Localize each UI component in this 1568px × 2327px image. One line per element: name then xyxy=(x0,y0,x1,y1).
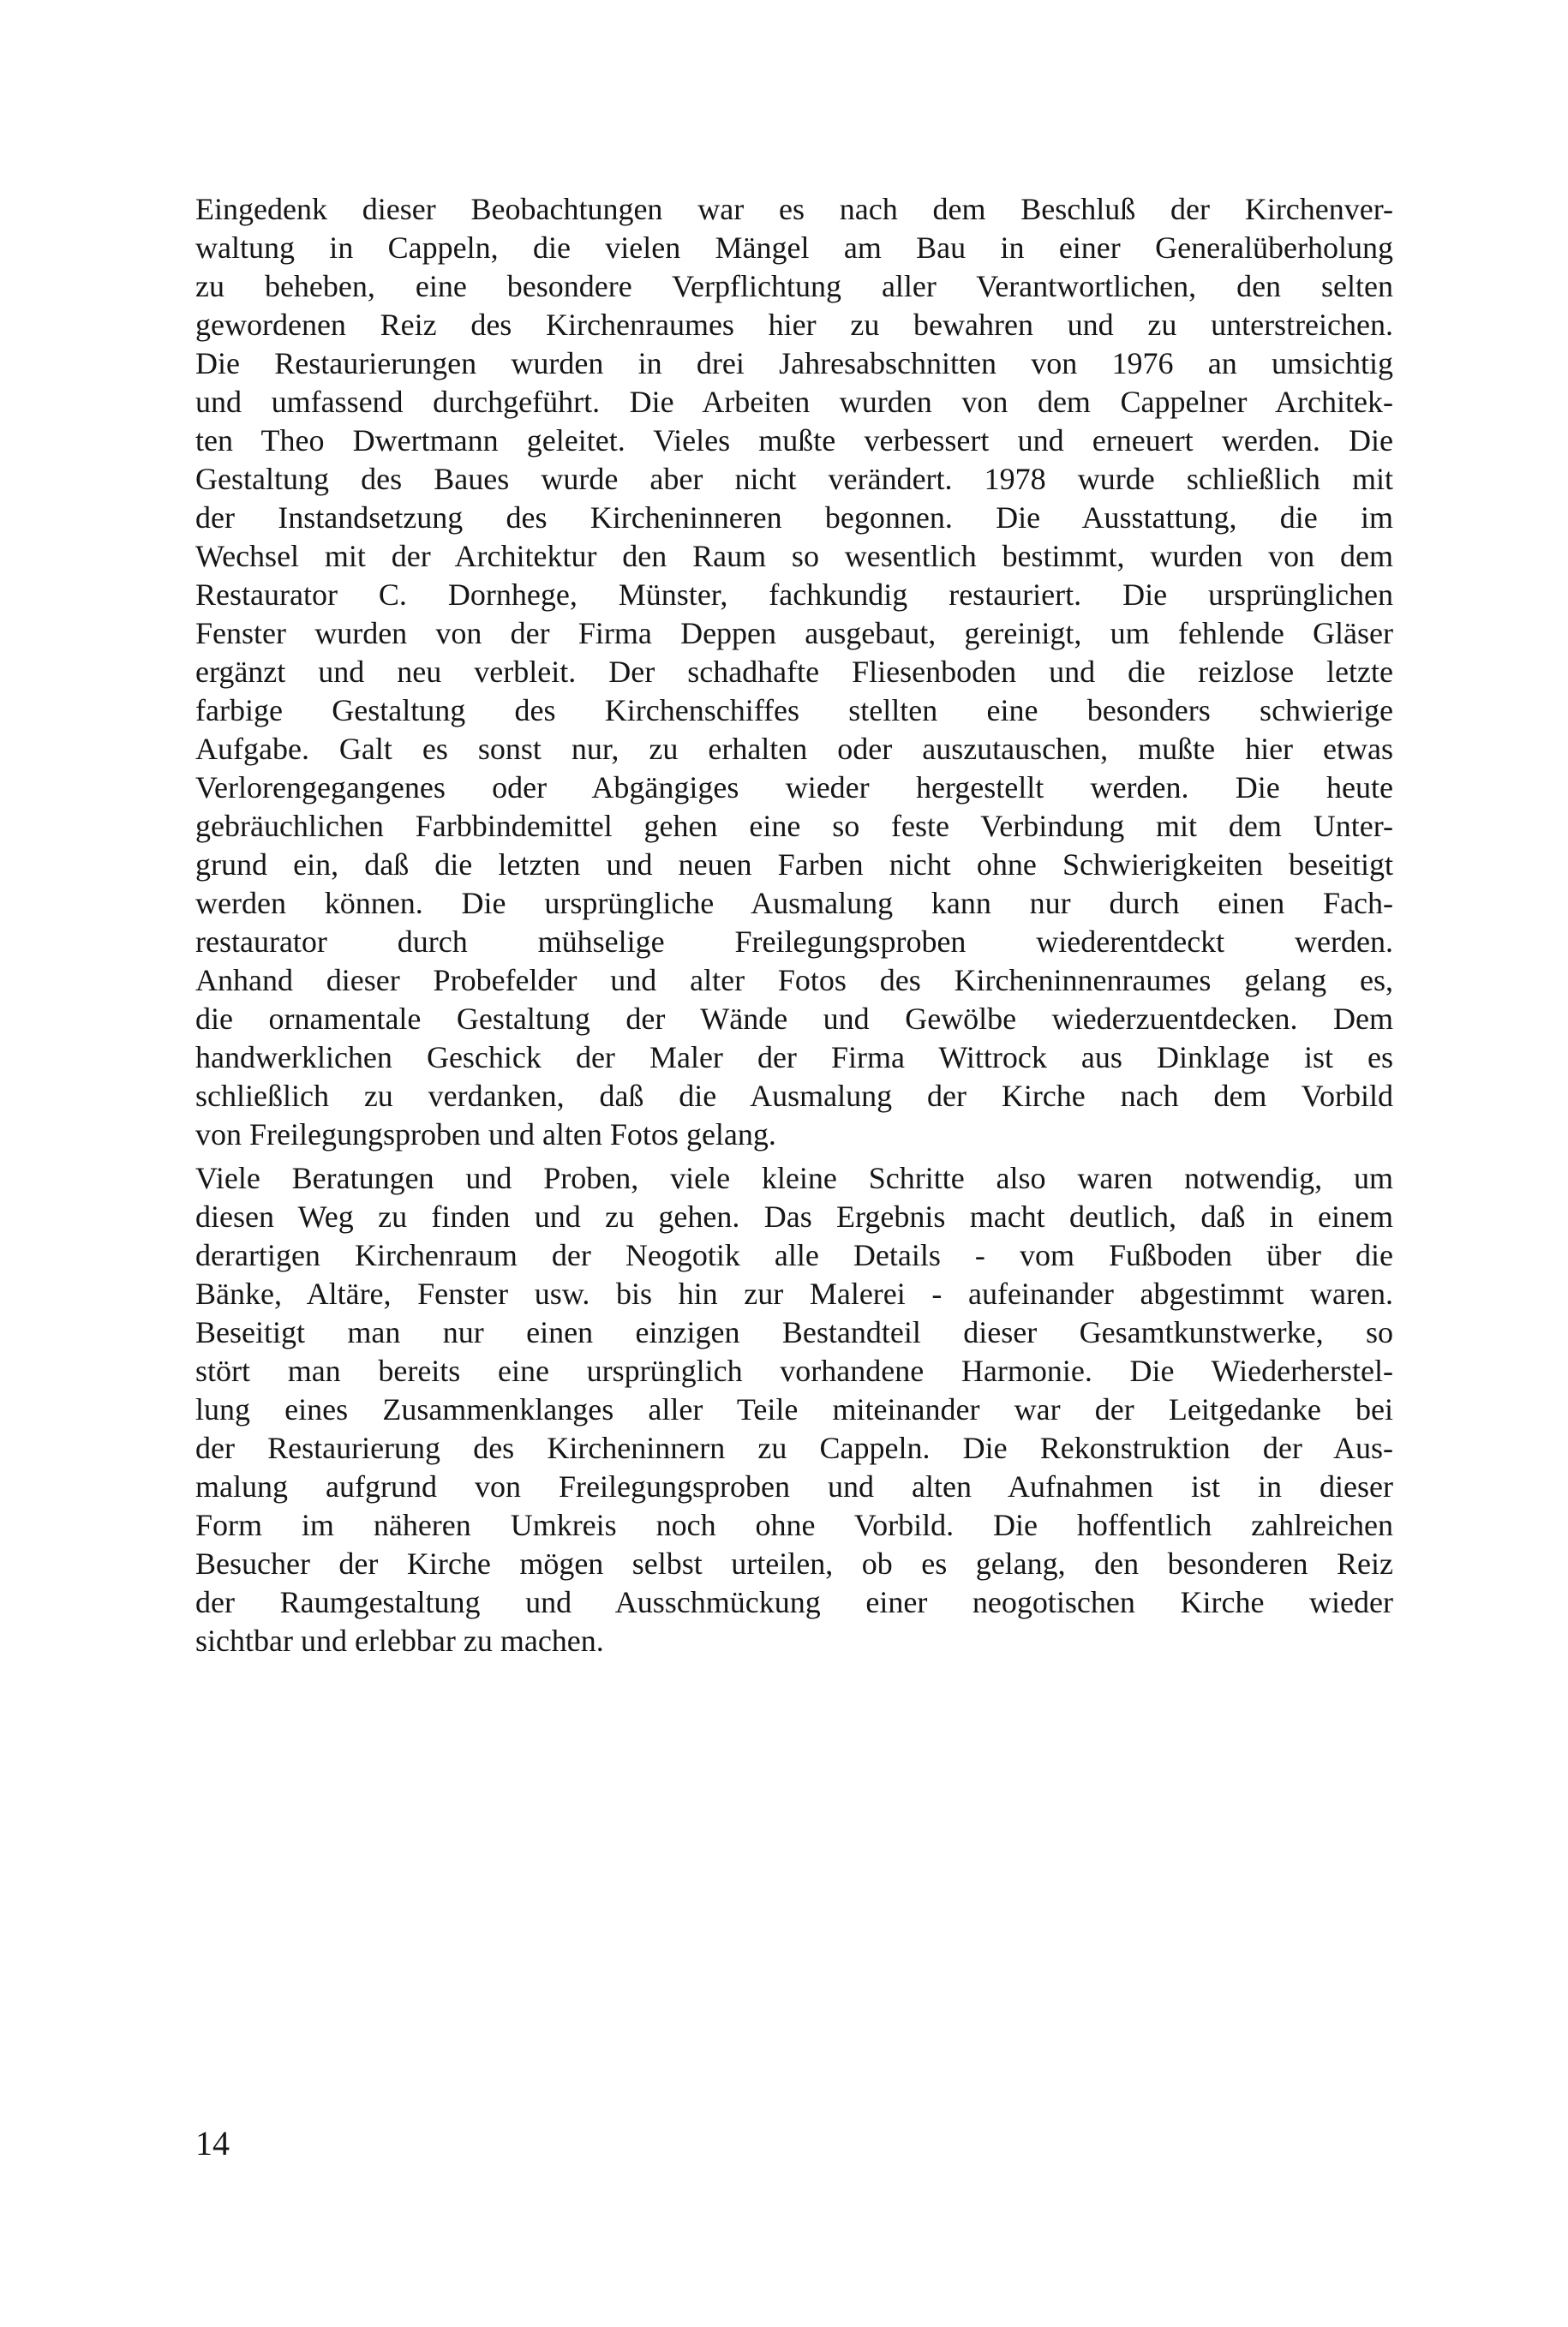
text-line: Anhand dieser Probefelder und alter Fotos des Kircheninnenraumes gelang es, xyxy=(195,963,1393,997)
text-line: Fenster wurden von der Firma Deppen ausgebaut, gereinigt, um fehlende Gläser xyxy=(195,616,1393,650)
text-line: restaurator durch mühselige Freilegungsproben wiederentdeckt werden. xyxy=(195,924,1393,959)
text-line: Bänke, Altäre, Fenster usw. bis hin zur Malerei - aufeinander abgestimmt waren. xyxy=(195,1277,1393,1311)
text-line: stört man bereits eine ursprünglich vorhandene Harmonie. Die Wiederherstel- xyxy=(195,1354,1393,1388)
text-line: lung eines Zusammenklanges aller Teile miteinander war der Leitgedanke bei xyxy=(195,1392,1393,1427)
paragraph-2 xyxy=(195,1159,1393,1660)
text-line: Eingedenk dieser Beobachtungen war es nach dem Beschluß der Kirchenver- xyxy=(195,192,1393,226)
text-line: derartigen Kirchenraum der Neogotik alle Details - vom Fußboden über die xyxy=(195,1238,1393,1272)
text-line: Gestaltung des Baues wurde aber nicht verändert. 1978 wurde schließlich mit xyxy=(195,462,1393,496)
text-line: Restaurator C. Dornhege, Münster, fachkundig restauriert. Die ursprünglichen xyxy=(195,577,1393,612)
text-line: und umfassend durchgeführt. Die Arbeiten wurden von dem Cappelner Architek- xyxy=(195,385,1393,419)
page-number: 14 xyxy=(195,2124,230,2162)
text-line: handwerklichen Geschick der Maler der Firma Wittrock aus Dinklage ist es xyxy=(195,1040,1393,1074)
text-line: grund ein, daß die letzten und neuen Farben nicht ohne Schwierigkeiten beseitigt xyxy=(195,847,1393,882)
text-line: Besucher der Kirche mögen selbst urteilen, ob es gelang, den besonderen Reiz xyxy=(195,1546,1393,1581)
text-line: gewordenen Reiz des Kirchenraumes hier zu bewahren und zu unterstreichen. xyxy=(195,308,1393,342)
paragraph-1 xyxy=(195,190,1393,1154)
text-line: der Restaurierung des Kircheninnern zu Cappeln. Die Rekonstruktion der Aus- xyxy=(195,1431,1393,1465)
text-line: von Freilegungsproben und alten Fotos gelang. xyxy=(195,1117,776,1152)
text-line: Die Restaurierungen wurden in drei Jahresabschnitten von 1976 an umsichtig xyxy=(195,346,1393,380)
text-line: Viele Beratungen und Proben, viele kleine Schritte also waren notwendig, um xyxy=(195,1161,1393,1195)
text-line: sichtbar und erlebbar zu machen. xyxy=(195,1624,604,1658)
text-line: malung aufgrund von Freilegungsproben und alten Aufnahmen ist in dieser xyxy=(195,1469,1393,1504)
body-text xyxy=(195,190,1393,1660)
text-line: werden können. Die ursprüngliche Ausmalung kann nur durch einen Fach- xyxy=(195,886,1393,920)
text-line: Wechsel mit der Architektur den Raum so wesentlich bestimmt, wurden von dem xyxy=(195,539,1393,573)
text-line: Verlorengegangenes oder Abgängiges wieder hergestellt werden. Die heute xyxy=(195,770,1393,805)
text-line: ten Theo Dwertmann geleitet. Vieles mußte verbessert und erneuert werden. Die xyxy=(195,423,1393,458)
text-line: ergänzt und neu verbleit. Der schadhafte Fliesenboden und die reizlose letzte xyxy=(195,655,1393,689)
text-line: die ornamentale Gestaltung der Wände und Gewölbe wiederzuentdecken. Dem xyxy=(195,1002,1393,1036)
text-line: gebräuchlichen Farbbindemittel gehen eine so feste Verbindung mit dem Unter- xyxy=(195,809,1393,843)
text-line: zu beheben, eine besondere Verpflichtung aller Verantwortlichen, den selten xyxy=(195,269,1393,303)
text-line: der Instandsetzung des Kircheninneren begonnen. Die Ausstattung, die im xyxy=(195,500,1393,535)
text-line: waltung in Cappeln, die vielen Mängel am Bau in einer Generalüberholung xyxy=(195,230,1393,265)
text-line: Beseitigt man nur einen einzigen Bestandteil dieser Gesamtkunstwerke, so xyxy=(195,1315,1393,1349)
text-line: farbige Gestaltung des Kirchenschiffes stellten eine besonders schwierige xyxy=(195,693,1393,727)
text-line: Aufgabe. Galt es sonst nur, zu erhalten oder auszutauschen, mußte hier etwas xyxy=(195,732,1393,766)
text-line: schließlich zu verdanken, daß die Ausmalung der Kirche nach dem Vorbild xyxy=(195,1079,1393,1113)
text-line: Form im näheren Umkreis noch ohne Vorbild. Die hoffentlich zahlreichen xyxy=(195,1508,1393,1542)
text-line: diesen Weg zu finden und zu gehen. Das Ergebnis macht deutlich, daß in einem xyxy=(195,1199,1393,1234)
text-line: der Raumgestaltung und Ausschmückung einer neogotischen Kirche wieder xyxy=(195,1585,1393,1619)
